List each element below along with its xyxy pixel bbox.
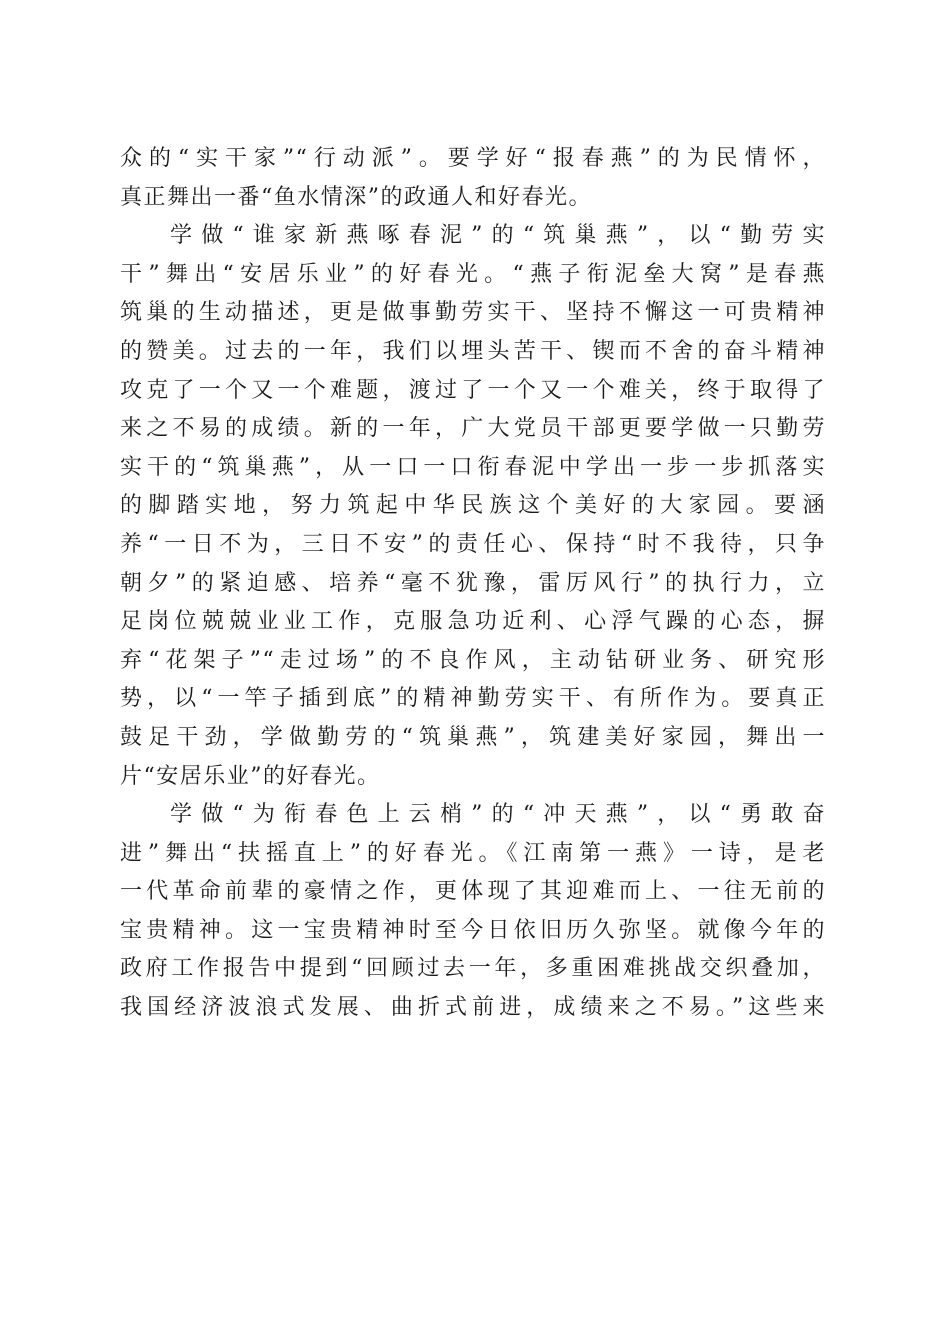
text-line: 干”舞出“安居乐业”的好春光。“燕子衔泥垒大窝”是春燕 [120,261,826,287]
text-line: 宝贵精神。这一宝贵精神时至今日依旧历久弥坚。就像今年的 [120,917,826,943]
text-line: 养“一日不为，三日不安”的责任心、保持“时不我待，只争 [120,531,826,557]
text-line: 进”舞出“扶摇直上”的好春光。《江南第一燕》一诗，是老 [120,840,826,866]
text-line: 来之不易的成绩。新的一年，广大党员干部更要学做一只勤劳 [120,416,826,442]
text-line: 的赞美。过去的一年，我们以埋头苦干、锲而不舍的奋斗精神 [120,338,826,364]
text-line: 片“安居乐业”的好春光。 [120,763,381,789]
text-line: 势，以“一竿子插到底”的精神勤劳实干、有所作为。要真正 [120,686,826,712]
text-line: 筑巢的生动描述，更是做事勤劳实干、坚持不懈这一可贵精神 [120,300,826,326]
text-line: 我国经济波浪式发展、曲折式前进，成绩来之不易。”这些来 [120,995,826,1021]
text-line: 的脚踏实地，努力筑起中华民族这个美好的大家园。要涵 [120,493,826,519]
text-line: 政府工作报告中提到“回顾过去一年，多重困难挑战交织叠加， [120,956,826,982]
text-line: 真正舞出一番“鱼水情深”的政通人和好春光。 [120,184,592,210]
text-line: 众的“实干家”“行动派”。要学好“报春燕”的为民情怀， [120,146,826,171]
text-line: 实干的“筑巢燕”，从一口一口衔春泥中学出一步一步抓落实 [120,454,826,480]
text-line: 一代革命前辈的豪情之作，更体现了其迎难而上、一往无前的 [120,879,826,905]
text-line: 足岗位兢兢业业工作，克服急功近利、心浮气躁的心态，摒 [120,609,826,635]
text-line: 鼓足干劲，学做勤劳的“筑巢燕”，筑建美好家园，舞出一 [120,724,826,750]
text-line: 朝夕”的紧迫感、培养“毫不犹豫，雷厉风行”的执行力，立 [120,570,826,596]
document-body [120,140,826,1028]
text-line: 学做“为衔春色上云梢”的“冲天燕”，以“勇敢奋 [170,802,826,828]
text-line: 弃“花架子”“走过场”的不良作风，主动钻研业务、研究形 [120,647,826,673]
text-line: 学做“谁家新燕啄春泥”的“筑巢燕”，以“勤劳实 [170,223,826,249]
paragraph-1 [120,140,826,217]
paragraph-2 [120,217,826,796]
text-line: 攻克了一个又一个难题，渡过了一个又一个难关，终于取得了 [120,377,826,403]
paragraph-3 [120,796,826,1028]
